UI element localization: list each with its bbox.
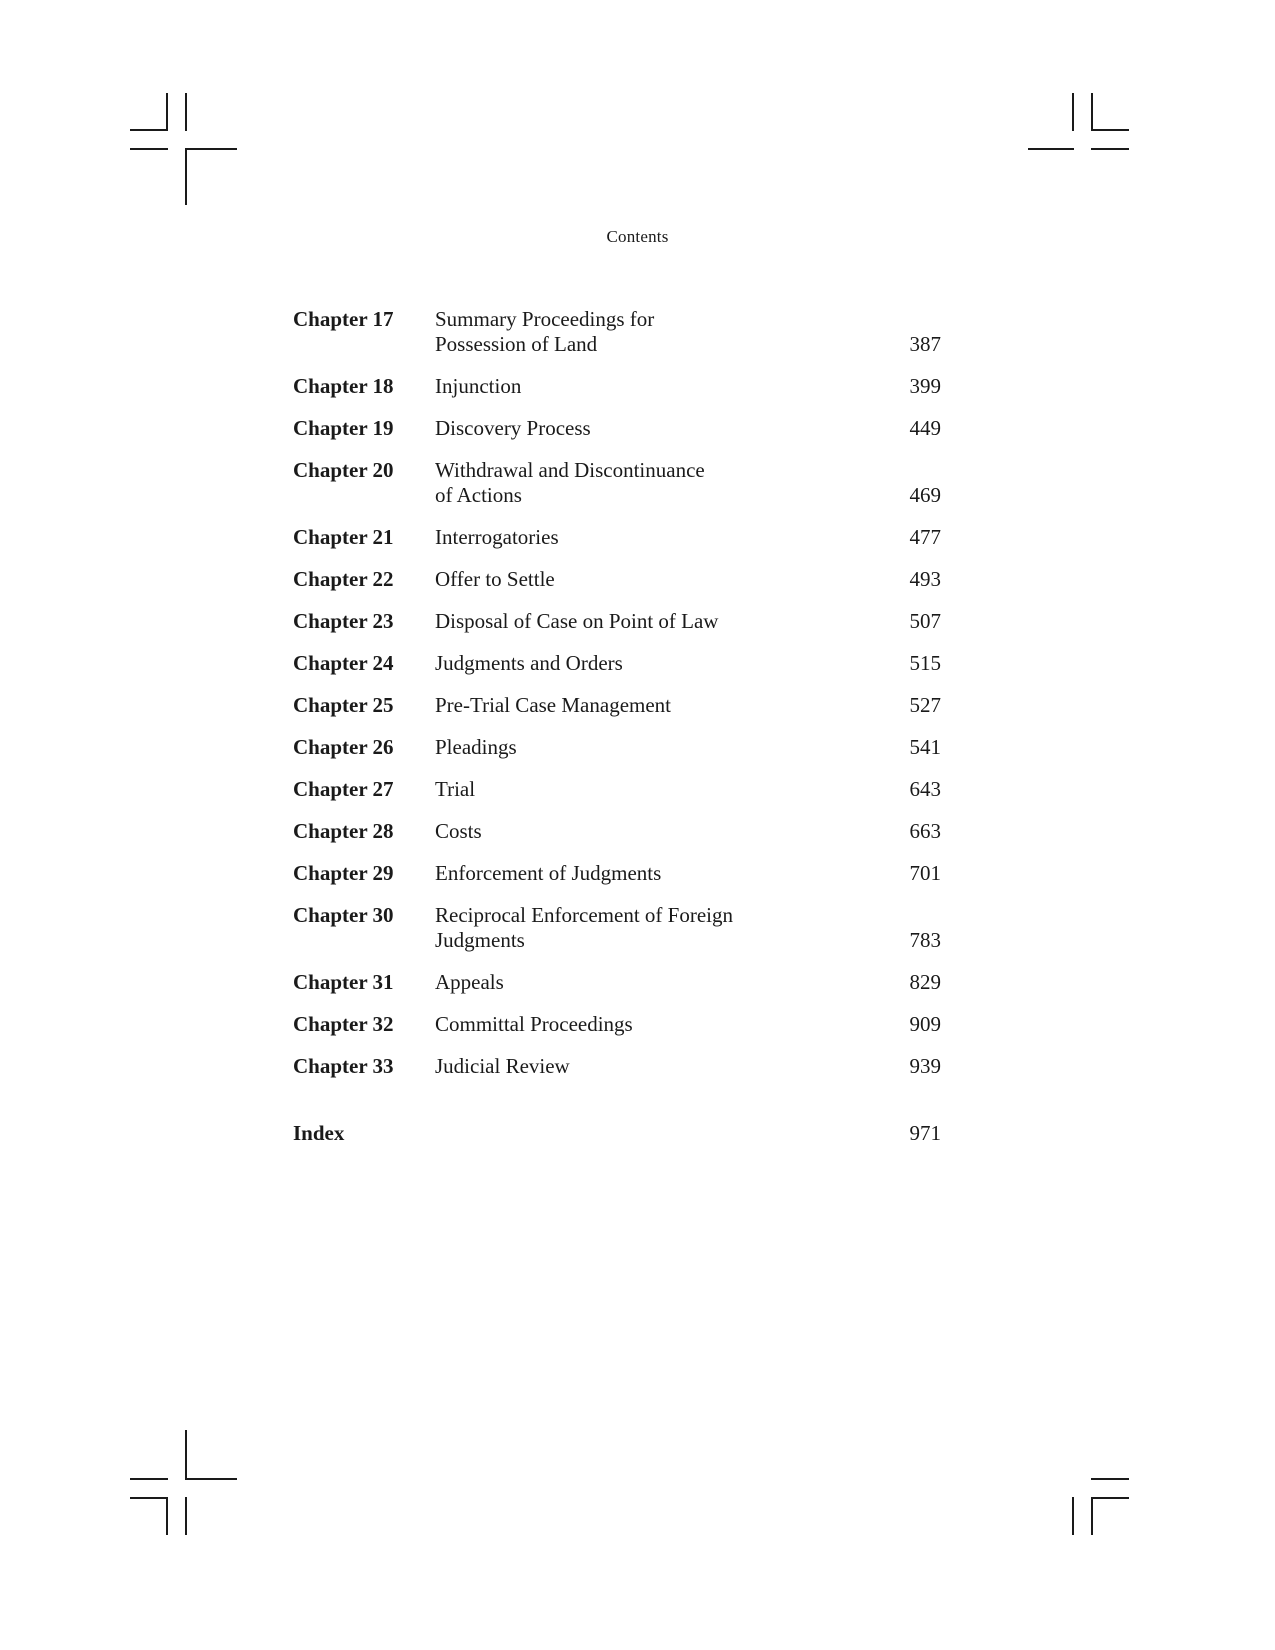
crop-mark (185, 148, 187, 205)
toc-entry[interactable] (293, 1012, 941, 1037)
crop-mark (185, 93, 187, 131)
toc-entry[interactable] (293, 861, 941, 886)
crop-mark (185, 1430, 187, 1480)
crop-mark (166, 93, 168, 131)
toc-entry[interactable] (293, 651, 941, 676)
chapter-title: Disposal of Case on Point of Law (435, 609, 719, 633)
crop-mark (185, 148, 237, 150)
chapter-title: Appeals (435, 970, 504, 994)
crop-mark (130, 1497, 168, 1499)
chapter-title: Enforcement of Judgments (435, 861, 662, 885)
crop-mark (1028, 148, 1074, 150)
page-number: 527 (909, 693, 941, 717)
running-head: Contents (606, 227, 669, 246)
toc-entry[interactable] (293, 970, 941, 995)
toc-entry[interactable] (293, 416, 941, 441)
chapter-label: Chapter 32 (293, 1012, 394, 1036)
chapter-label: Chapter 25 (293, 693, 394, 717)
page-number: 469 (909, 483, 941, 507)
chapter-title: Judgments and Orders (435, 651, 623, 675)
chapter-title: Committal Proceedings (435, 1012, 633, 1036)
crop-mark (185, 1478, 237, 1480)
crop-mark (166, 1497, 168, 1535)
index-label: Index (293, 1121, 345, 1145)
crop-mark (1091, 93, 1093, 131)
chapter-label: Chapter 19 (293, 416, 394, 440)
chapter-label: Chapter 28 (293, 819, 394, 843)
chapter-title: Judicial Review (435, 1054, 570, 1078)
crop-mark (1091, 148, 1129, 150)
chapter-label: Chapter 22 (293, 567, 394, 591)
chapter-label: Chapter 20 (293, 458, 394, 482)
crop-mark (1072, 93, 1074, 131)
page-number: 643 (909, 777, 941, 801)
crop-mark (1091, 1497, 1129, 1499)
page-number: 909 (909, 1012, 941, 1036)
page-number: 939 (909, 1054, 941, 1078)
chapter-title: Injunction (435, 374, 522, 398)
crop-mark (1091, 129, 1129, 131)
chapter-title: Summary Proceedings for Possession of Land (435, 307, 655, 356)
chapter-label: Chapter 27 (293, 777, 394, 801)
page-number: 493 (909, 567, 941, 591)
page-number: 515 (909, 651, 941, 675)
toc-entry[interactable] (293, 458, 941, 508)
chapter-label: Chapter 21 (293, 525, 394, 549)
crop-mark (1072, 1497, 1074, 1535)
page-number: 541 (909, 735, 941, 759)
crop-mark (185, 1497, 187, 1535)
crop-mark (130, 148, 168, 150)
chapter-title: Pleadings (435, 735, 517, 759)
page-number: 449 (909, 416, 941, 440)
toc-entry[interactable] (293, 777, 941, 802)
toc-entry[interactable] (293, 525, 941, 550)
toc-entry-index[interactable] (293, 1121, 941, 1146)
page-number: 829 (909, 970, 941, 994)
chapter-label: Chapter 31 (293, 970, 394, 994)
chapter-title: Interrogatories (435, 525, 559, 549)
crop-mark (1091, 1478, 1129, 1480)
toc-entry[interactable] (293, 735, 941, 760)
chapter-title: Withdrawal and Discontinuance of Actions (435, 458, 705, 507)
chapter-label: Chapter 17 (293, 307, 394, 331)
chapter-title: Costs (435, 819, 482, 843)
chapter-label: Chapter 18 (293, 374, 394, 398)
toc-entry[interactable] (293, 1054, 941, 1079)
chapter-title: Reciprocal Enforcement of Foreign Judgments (435, 903, 733, 952)
chapter-label: Chapter 26 (293, 735, 394, 759)
page-number: 387 (909, 332, 941, 356)
chapter-label: Chapter 33 (293, 1054, 394, 1078)
crop-mark (130, 129, 168, 131)
toc-entry[interactable] (293, 374, 941, 399)
page-number: 971 (909, 1121, 941, 1145)
page-number: 783 (909, 928, 941, 952)
page-number: 507 (909, 609, 941, 633)
crop-mark (130, 1478, 168, 1480)
chapter-title: Offer to Settle (435, 567, 555, 591)
toc-entry[interactable] (293, 903, 941, 953)
chapter-label: Chapter 24 (293, 651, 394, 675)
page-number: 663 (909, 819, 941, 843)
toc-entry[interactable] (293, 307, 941, 357)
page-number: 477 (909, 525, 941, 549)
toc-entry[interactable] (293, 609, 941, 634)
page-number: 399 (909, 374, 941, 398)
chapter-title: Discovery Process (435, 416, 591, 440)
toc-entry[interactable] (293, 567, 941, 592)
chapter-label: Chapter 29 (293, 861, 394, 885)
toc-entry[interactable] (293, 693, 941, 718)
chapter-label: Chapter 30 (293, 903, 394, 927)
page-number: 701 (909, 861, 941, 885)
chapter-title: Pre-Trial Case Management (435, 693, 672, 717)
crop-mark (1091, 1497, 1093, 1535)
toc-entry[interactable] (293, 819, 941, 844)
table-of-contents (293, 307, 941, 1163)
chapter-title: Trial (435, 777, 476, 801)
chapter-label: Chapter 23 (293, 609, 394, 633)
